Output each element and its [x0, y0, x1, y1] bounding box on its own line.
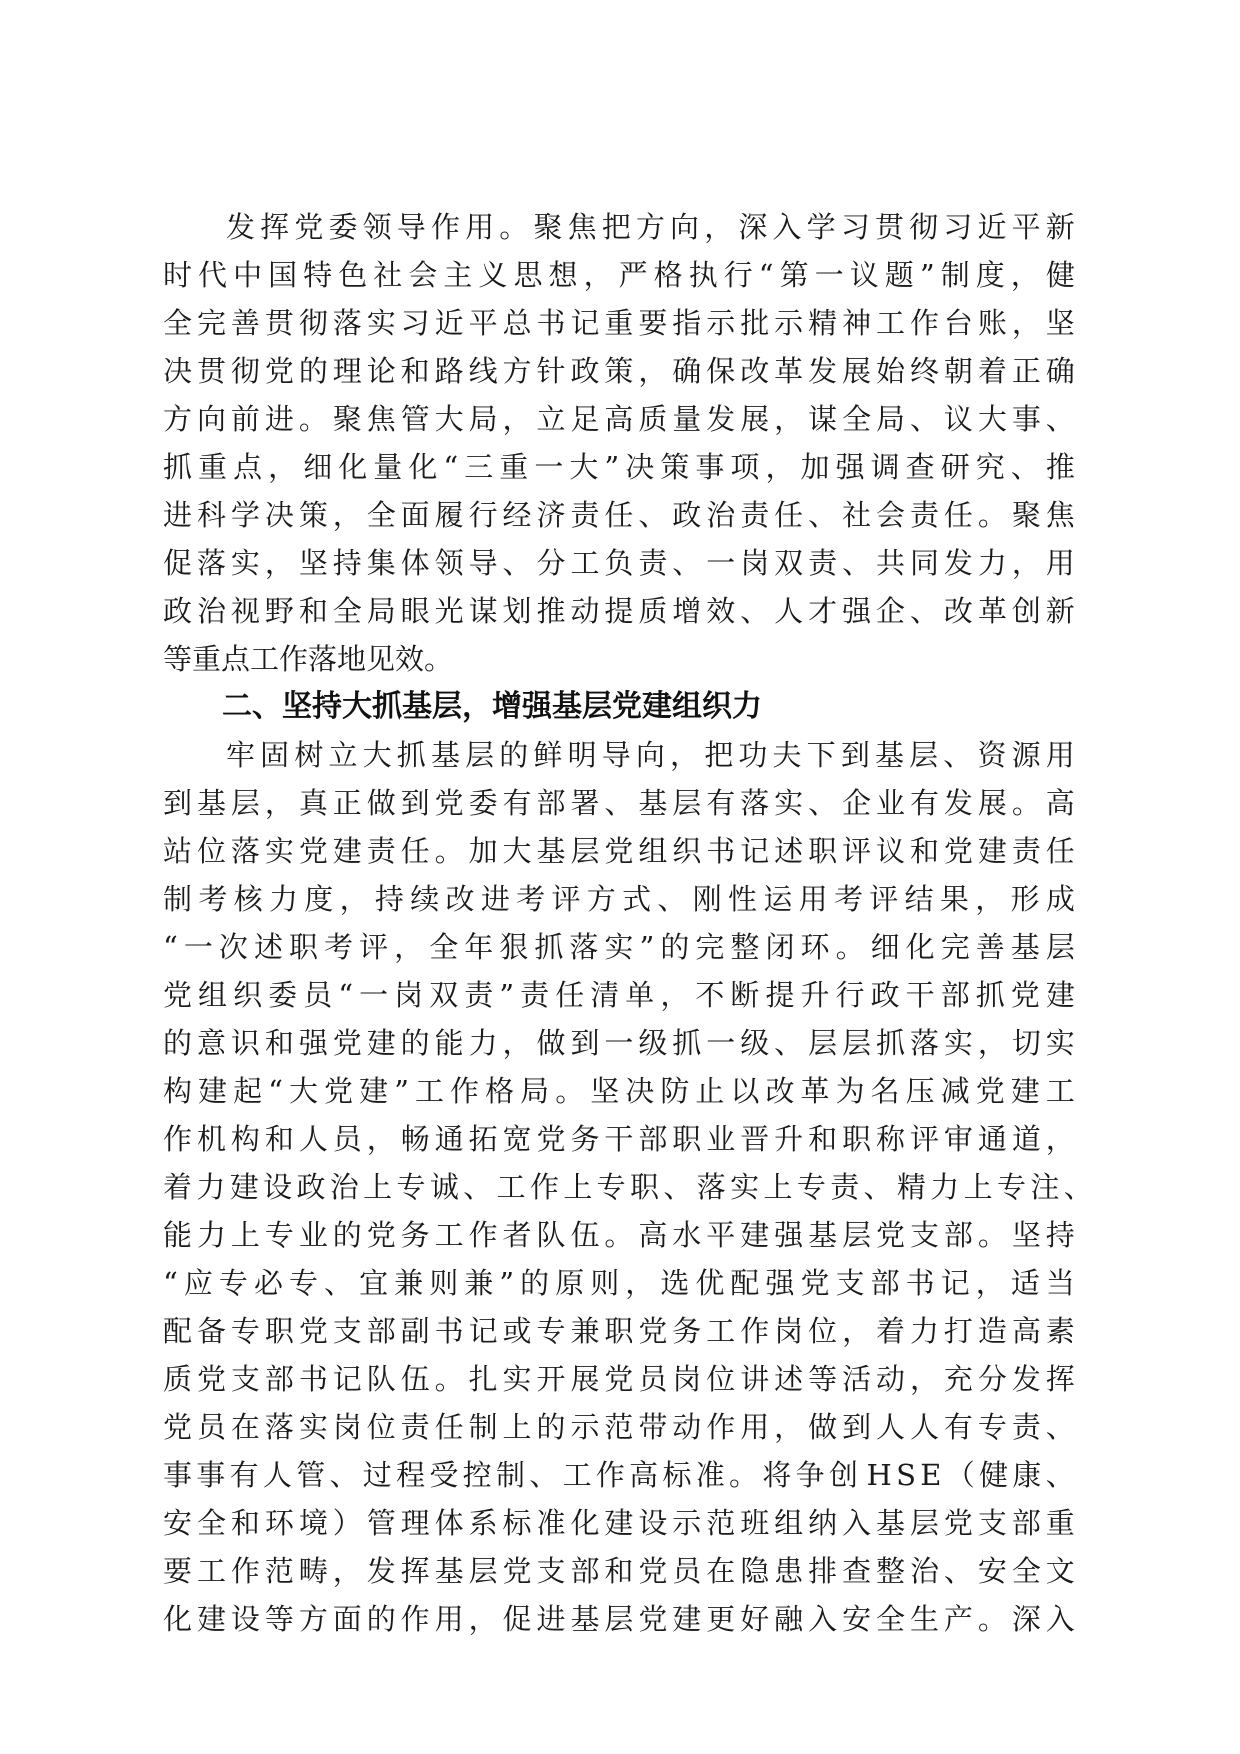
section-heading: 二、坚持大抓基层，增强基层党建组织力	[222, 689, 762, 724]
paragraph-line: 着 力 建 设 政 治 上 专 诚 、 工 作 上 专 职 、 落 实 上 专 责 、 精 力 上 专 注 、	[163, 1170, 1093, 1204]
paragraph-line: 配 备 专 职 党 支 部 副 书 记 或 专 兼 职 党 务 工 作 岗 位 ， 着 力 打 造 高 素	[163, 1314, 1075, 1348]
paragraph-line: 党 组 织 委 员 “ 一 岗 双 责 ” 责 任 清 单 ， 不 断 提 升 行 政 干 部 抓 党 建	[163, 978, 1075, 1012]
paragraph-line: 政 治 视 野 和 全 局 眼 光 谋 划 推 动 提 质 增 效 、 人 才 强 企 、 改 革 创 新	[163, 594, 1075, 628]
paragraph-line: 要 工 作 范 畴 ， 发 挥 基 层 党 支 部 和 党 员 在 隐 患 排 查 整 治 、 安 全 文	[163, 1554, 1075, 1588]
paragraph-line: 构 建 起 “ 大 党 建 ” 工 作 格 局 。 坚 决 防 止 以 改 革 为 名 压 减 党 建 工	[163, 1074, 1075, 1108]
paragraph-line: 全 完 善 贯 彻 落 实 习 近 平 总 书 记 重 要 指 示 批 示 精 神 工 作 台 账 ， 坚	[163, 306, 1075, 340]
paragraph-line: 发 挥 党 委 领 导 作 用 。 聚 焦 把 方 向 ， 深 入 学 习 贯 彻 习 近 平 新	[226, 210, 1075, 244]
paragraph-line: 进 科 学 决 策 ， 全 面 履 行 经 济 责 任 、 政 治 责 任 、 社 会 责 任 。 聚 焦	[163, 498, 1075, 532]
paragraph-line: 的 意 识 和 强 党 建 的 能 力 ， 做 到 一 级 抓 一 级 、 层 层 抓 落 实 ， 切 实	[163, 1026, 1075, 1060]
paragraph-line: 等重点工作落地见效。	[163, 642, 454, 676]
paragraph-line: 制 考 核 力 度 ， 持 续 改 进 考 评 方 式 、 刚 性 运 用 考 评 结 果 ， 形 成	[163, 882, 1075, 916]
paragraph-line: 方 向 前 进 。 聚 焦 管 大 局 ， 立 足 高 质 量 发 展 ， 谋 全 局 、 议 大 事 、	[163, 402, 1075, 436]
paragraph-line: 决 贯 彻 党 的 理 论 和 路 线 方 针 政 策 ， 确 保 改 革 发 展 始 终 朝 着 正 确	[163, 354, 1075, 388]
paragraph-line: 质 党 支 部 书 记 队 伍 。 扎 实 开 展 党 员 岗 位 讲 述 等 活 动 ， 充 分 发 挥	[163, 1362, 1075, 1396]
paragraph-line: “ 应 专 必 专 、 宜 兼 则 兼 ” 的 原 则 ， 选 优 配 强 党 支 部 书 记 ， 适 当	[163, 1266, 1075, 1300]
paragraph-line: 时 代 中 国 特 色 社 会 主 义 思 想 ， 严 格 执 行 “ 第 一 议 题 ” 制 度 ， 健	[163, 258, 1075, 292]
paragraph-line: 作 机 构 和 人 员 ， 畅 通 拓 宽 党 务 干 部 职 业 晋 升 和 职 称 评 审 通 道 ，	[163, 1122, 1075, 1156]
paragraph-line: 牢 固 树 立 大 抓 基 层 的 鲜 明 导 向 ， 把 功 夫 下 到 基 层 、 资 源 用	[226, 738, 1075, 772]
paragraph-line: 事 事 有 人 管 、 过 程 受 控 制 、 工 作 高 标 准 。 将 争 创 H S E （ 健 康 、	[163, 1458, 1075, 1492]
paragraph-line: 化 建 设 等 方 面 的 作 用 ， 促 进 基 层 党 建 更 好 融 入 安 全 生 产 。 深 入	[163, 1602, 1075, 1636]
paragraph-line: “ 一 次 述 职 考 评 ， 全 年 狠 抓 落 实 ” 的 完 整 闭 环 。 细 化 完 善 基 层	[163, 930, 1075, 964]
paragraph-line: 安 全 和 环 境 ） 管 理 体 系 标 准 化 建 设 示 范 班 组 纳 入 基 层 党 支 部 重	[163, 1506, 1075, 1540]
paragraph-line: 能 力 上 专 业 的 党 务 工 作 者 队 伍 。 高 水 平 建 强 基 层 党 支 部 。 坚 持	[163, 1218, 1075, 1252]
paragraph-line: 党 员 在 落 实 岗 位 责 任 制 上 的 示 范 带 动 作 用 ， 做 到 人 人 有 专 责 、	[163, 1410, 1075, 1444]
paragraph-line: 促 落 实 ， 坚 持 集 体 领 导 、 分 工 负 责 、 一 岗 双 责 、 共 同 发 力 ， 用	[163, 546, 1075, 580]
paragraph-line: 抓 重 点 ， 细 化 量 化 “ 三 重 一 大 ” 决 策 事 项 ， 加 强 调 查 研 究 、 推	[163, 450, 1075, 484]
paragraph-line: 到 基 层 ， 真 正 做 到 党 委 有 部 署 、 基 层 有 落 实 、 企 业 有 发 展 。 高	[163, 786, 1075, 820]
paragraph-line: 站 位 落 实 党 建 责 任 。 加 大 基 层 党 组 织 书 记 述 职 评 议 和 党 建 责 任	[163, 834, 1075, 868]
